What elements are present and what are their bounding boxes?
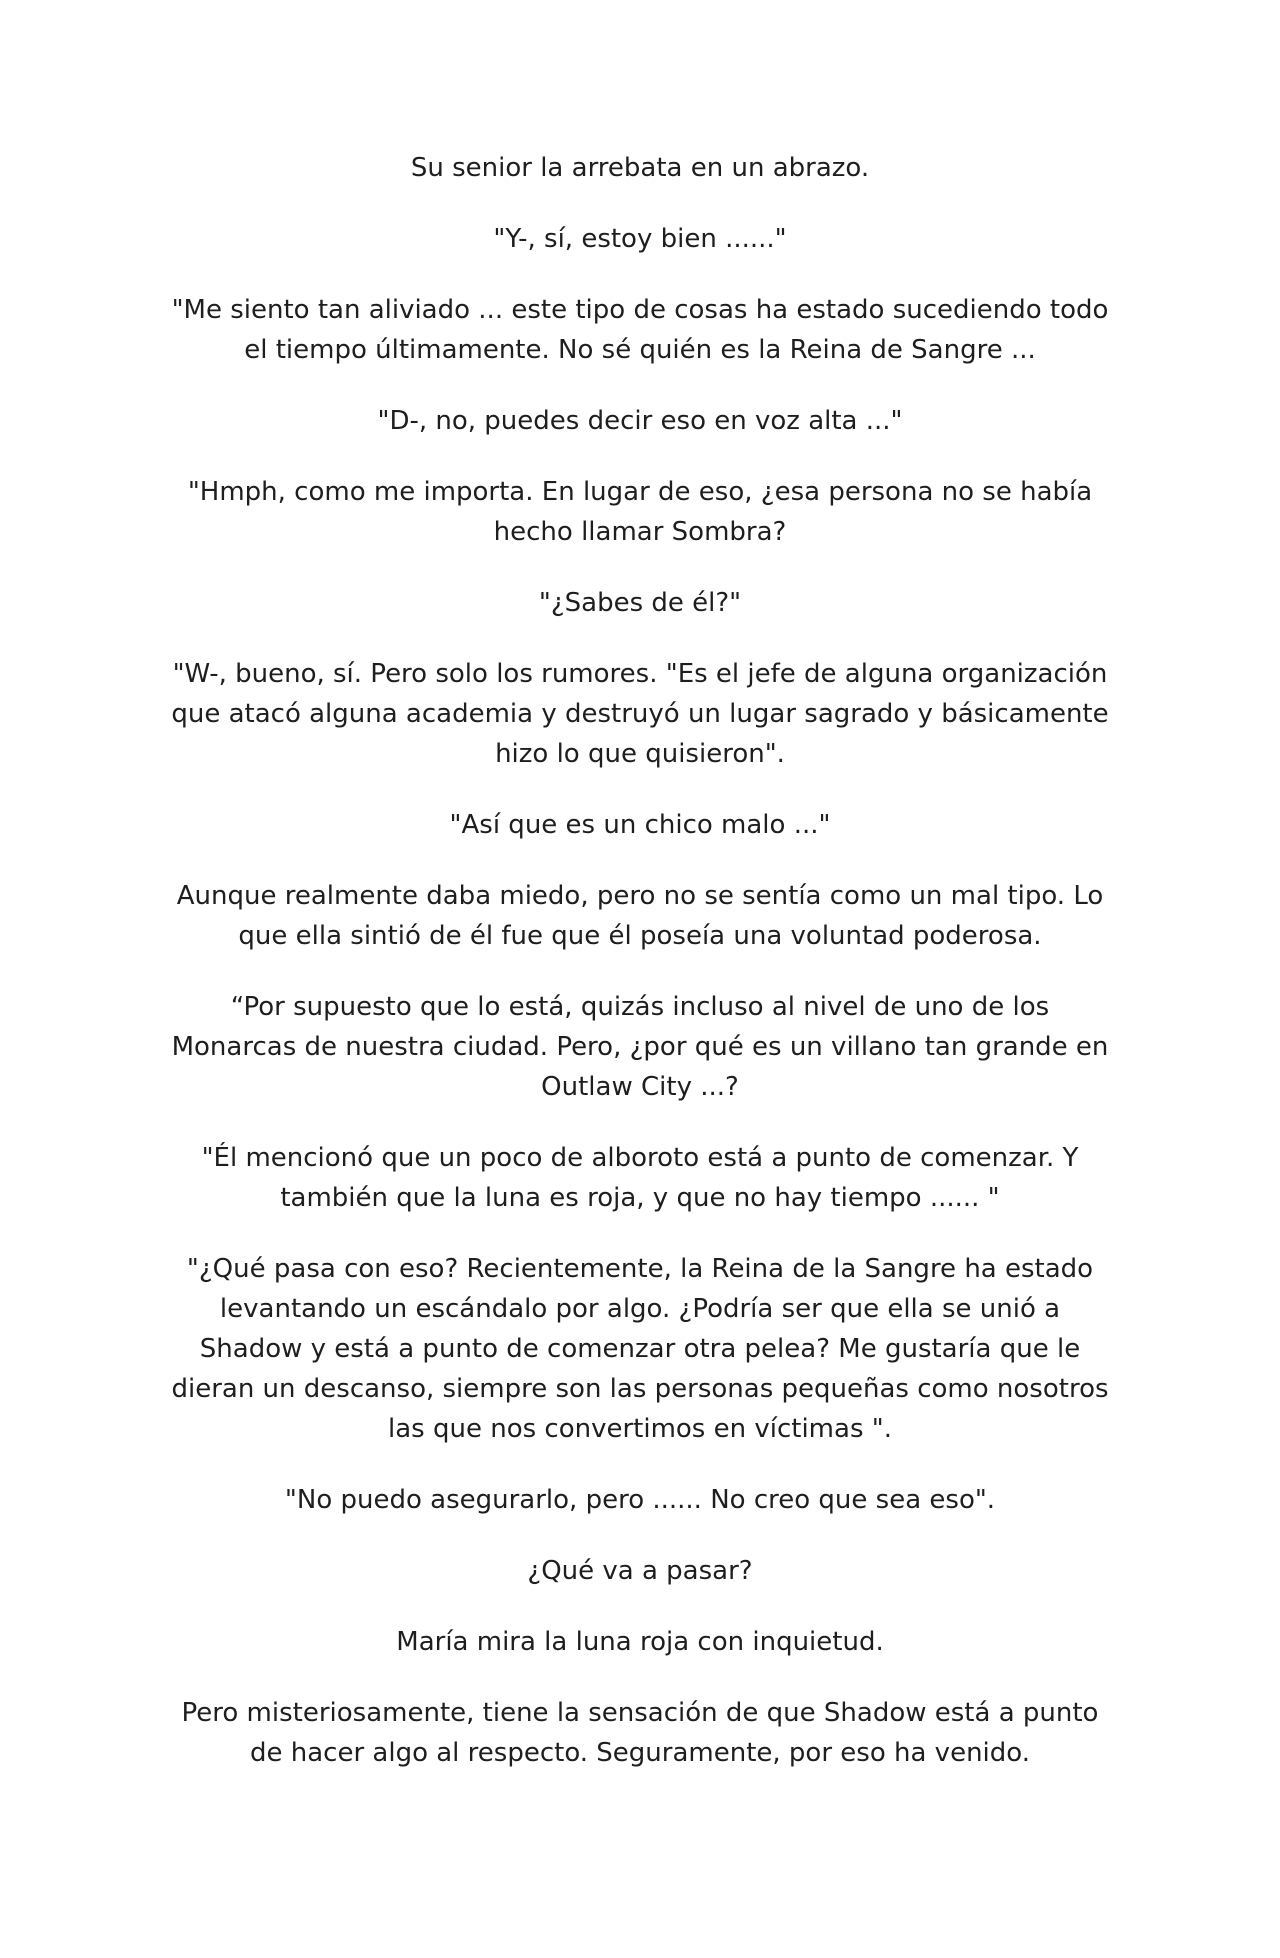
paragraph-4: "D-, no, puedes decir eso en voz alta ..." bbox=[377, 406, 903, 436]
story-text bbox=[170, 148, 1110, 1804]
paragraph-9: Aunque realmente daba miedo, pero no se sentía como un mal tipo. Lo que ella sintió de él fue que él poseía una voluntad poderosa. bbox=[176, 881, 1104, 951]
paragraph-15: María mira la luna roja con inquietud. bbox=[396, 1627, 884, 1657]
paragraph-8: "Así que es un chico malo ..." bbox=[449, 810, 831, 840]
paragraph-5: "Hmph, como me importa. En lugar de eso, ¿esa persona no se había hecho llamar Sombra? bbox=[187, 477, 1093, 547]
paragraph-12: "¿Qué pasa con eso? Recientemente, la Reina de la Sangre ha estado levantando un escándalo por algo. ¿Podría ser que ella se unió a Shadow y está a punto de comenzar otra pelea? Me gustaría que le dieran un descanso, siempre son las personas pequeñas como nosotros las que nos convertimos en víctimas ". bbox=[171, 1254, 1109, 1444]
paragraph-6: "¿Sabes de él?" bbox=[538, 588, 742, 618]
paragraph-1: Su senior la arrebata en un abrazo. bbox=[410, 153, 870, 183]
paragraph-10: “Por supuesto que lo está, quizás incluso al nivel de uno de los Monarcas de nuestra ciudad. Pero, ¿por qué es un villano tan grande en Outlaw City ...? bbox=[171, 992, 1109, 1102]
paragraph-14: ¿Qué va a pasar? bbox=[527, 1556, 753, 1586]
paragraph-13: "No puedo asegurarlo, pero ...... No creo que sea eso". bbox=[284, 1485, 996, 1515]
paragraph-3: "Me siento tan aliviado ... este tipo de cosas ha estado sucediendo todo el tiempo últimamente. No sé quién es la Reina de Sangre ... bbox=[171, 295, 1109, 365]
paragraph-7: "W-, bueno, sí. Pero solo los rumores. "Es el jefe de alguna organización que atacó alguna academia y destruyó un lugar sagrado y básicamente hizo lo que quisieron". bbox=[171, 659, 1109, 769]
paragraph-2: "Y-, sí, estoy bien ......" bbox=[493, 224, 787, 254]
paragraph-16: Pero misteriosamente, tiene la sensación de que Shadow está a punto de hacer algo al respecto. Seguramente, por eso ha venido. bbox=[181, 1698, 1099, 1768]
paragraph-11: "Él mencionó que un poco de alboroto está a punto de comenzar. Y también que la luna es roja, y que no hay tiempo ...... " bbox=[201, 1143, 1079, 1213]
